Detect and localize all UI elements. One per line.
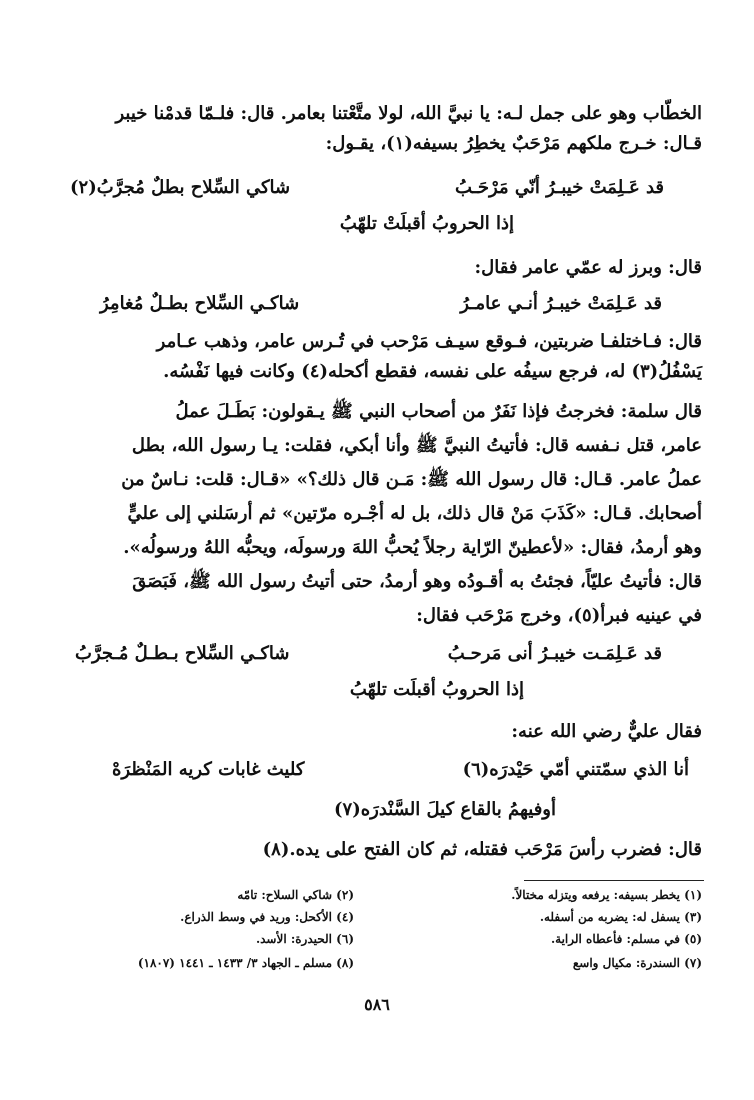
verse-hemistich: قد عَـلِمَتْ خيبـرُ أنّي مَرْحَـبُ (454, 177, 664, 198)
verse-hemistich: كليث غابات كريه المَنْظرَهْ (112, 759, 305, 780)
text-line: قـال: خـرج ملكهم مَرْحَبٌ يخطِرُ بسيفه(١)، يقـول: (325, 133, 702, 154)
footnote: (٤) الأكحل: وريد في وسط الذراع. (180, 910, 354, 924)
footnote: (٥) في مسلم: فأعطاه الراية. (550, 932, 702, 946)
text-line: في عينيه فبرأ(٥)، وخرج مَرْحَب فقال: (416, 605, 702, 626)
text-line: قال: وبرز له عمّي عامر فقال: (474, 257, 702, 278)
text-line: يَسْفُلُ(٣) له، فرجع سيفُه على نفسه، فقطع أكحله(٤) وكانت فيها نَفْسُه. (163, 361, 702, 382)
footnote: (٧) السندرة: مكيال واسع (572, 956, 702, 970)
verse-hemistich: أوفيهمُ بالقاع كيلَ السَّنْدرَه(٧) (333, 799, 556, 820)
verse-hemistich: قد عَـلِمَـت خيبـرُ أنى مَرحـبُ (447, 643, 662, 664)
verse-hemistich: إذا الحروبُ أقبلَتْ تلهّبُ (339, 213, 514, 234)
text-line: قال: فـاختلفـا ضربتين، فـوقع سيـف مَرْحب في تُـرس عامر، وذهب عـامر (156, 331, 702, 352)
text-line: قال: فأتيتُ عليّاً، فجئتُ به أقـودُه وهو أرمدُ، حتى أتيتُ رسول الله ﷺ، فَبَصَقَ (132, 571, 702, 592)
text-line: الخطّاب وهو على جمل لـه: يا نبيَّ الله، لولا متَّعْتنا بعامر. قال: فلـمّا قدمْنا خيبر (115, 103, 702, 124)
text-line: عملُ عامر. قـال: قال رسول الله ﷺ: مَـن قال ذلك؟» «قـال: قلت: نـاسٌ من (121, 469, 702, 490)
footnote-divider (524, 880, 704, 881)
verse-hemistich: شاكي السِّلاح بطلٌ مُجرَّبُ(٢) (70, 177, 291, 198)
footnote: (٢) شاكي السلاح: تامّه (237, 888, 354, 902)
footnote: (٦) الحيدرة: الأسد. (255, 932, 354, 946)
page-number: ٥٨٦ (364, 995, 390, 1014)
text-line: فقال عليٌّ رضي الله عنه: (511, 721, 702, 742)
verse-hemistich: أنا الذي سمّتني أمّي حَيْدرَه(٦) (462, 759, 689, 780)
text-line: قال: فضرب رأسَ مَرْحَب فقتله، ثم كان الفتح على يده.(٨) (262, 839, 702, 860)
verse-hemistich: شاكـي السِّلاح بطـلٌ مُغامِرُ (100, 293, 300, 314)
footnote: (٣) يسفل له: يضربه من أسفله. (539, 910, 702, 924)
verse-hemistich: قد عَـلِمَتْ خيبـرُ أنـي عامـرُ (460, 293, 662, 314)
footnote: (١) يخطر بسيفه: يرفعه ويتزله مختالاً. (511, 888, 702, 902)
verse-hemistich: شاكـي السِّلاح بـطـلٌ مُـجرَّبُ (75, 643, 290, 664)
text-line: عامر، قتل نـفسه قال: فأتيتُ النبيَّ ﷺ وأنا أبكي، فقلت: يـا رسول الله، بطل (131, 435, 702, 456)
text-line: قال سلمة: فخرجتُ فإذا نَفَرٌ من أصحاب النبي ﷺ يـقولون: بَطَـلَ عملُ (175, 401, 702, 422)
text-line: أصحابك. قـال: «كَذَبَ مَنْ قال ذلك، بل له أجْـره مرّتين» ثم أرسَلني إلى عليٍّ (127, 503, 702, 524)
text-line: وهو أرمدُ، فقال: «لأعطينّ الرّاية رجلاً يُحبُّ اللهَ ورسولَه، ويحبُّه اللهُ ورسولُه». (123, 537, 702, 558)
verse-hemistich: إذا الحروبُ أقبلَت تلهّبُ (349, 679, 524, 700)
footnote: (٨) مسلم ـ الجهاد ٣/ ١٤٣٣ ـ ١٤٤١ (١٨٠٧) (137, 956, 354, 970)
